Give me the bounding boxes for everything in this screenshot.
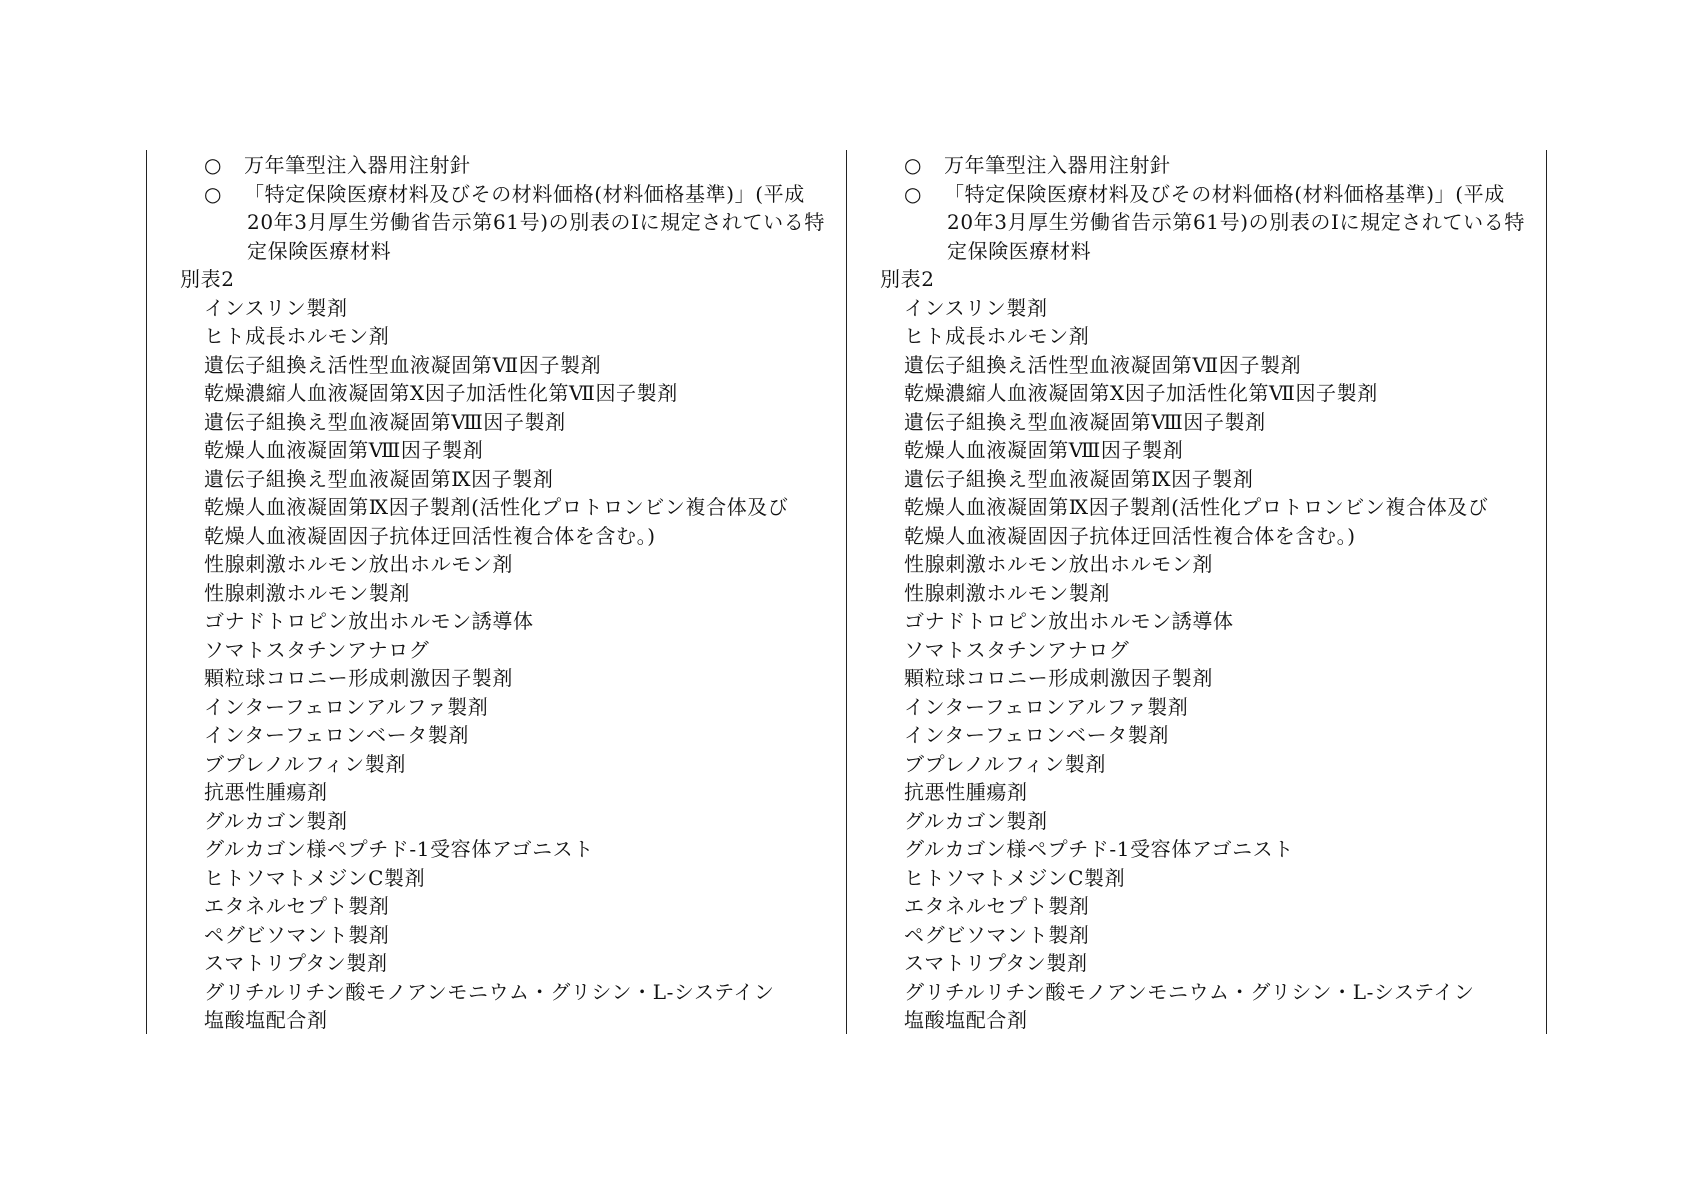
circle-item-text: 「特定保険医療材料及びその材料価格(材料価格基準)」(平成 bbox=[944, 181, 1505, 206]
list-item: 遺伝子組換え型血液凝固第Ⅷ因子製剤 bbox=[204, 409, 566, 434]
list-item: ブプレノルフィン製剤 bbox=[904, 751, 1106, 776]
list-item: 性腺刺激ホルモン製剤 bbox=[904, 580, 1110, 605]
list-item: 乾燥人血液凝固因子抗体迂回活性複合体を含む。) bbox=[204, 523, 656, 548]
list-item: グルカゴン様ペプチド-1受容体アゴニスト bbox=[204, 837, 594, 861]
circle-item-continuation: 20年3月厚生労働省告示第61号)の別表のⅠに規定されている特 bbox=[247, 210, 825, 234]
list-item: 乾燥人血液凝固因子抗体迂回活性複合体を含む。) bbox=[904, 523, 1356, 548]
list-item: 遺伝子組換え型血液凝固第Ⅸ因子製剤 bbox=[904, 466, 1254, 491]
list-item: グルカゴン製剤 bbox=[904, 808, 1048, 833]
list-item: 乾燥人血液凝固第Ⅸ因子製剤(活性化プロトロンビン複合体及び bbox=[204, 495, 789, 519]
list-item: 抗悪性腫瘍剤 bbox=[904, 780, 1028, 804]
list-item: ヒトソマトメジンC製剤 bbox=[904, 865, 1126, 890]
list-item: 乾燥人血液凝固第Ⅸ因子製剤(活性化プロトロンビン複合体及び bbox=[904, 495, 1489, 519]
list-item: ヒト成長ホルモン剤 bbox=[904, 324, 1090, 348]
list-item: 遺伝子組換え活性型血液凝固第Ⅶ因子製剤 bbox=[204, 352, 602, 377]
drug-list bbox=[880, 294, 1570, 1035]
list-item: 乾燥濃縮人血液凝固第Ⅹ因子加活性化第Ⅶ因子製剤 bbox=[904, 381, 1378, 405]
list-item: ゴナドトロピン放出ホルモン誘導体 bbox=[904, 609, 1234, 633]
list-item: 塩酸塩配合剤 bbox=[204, 1008, 328, 1032]
list-item: ペグビソマント製剤 bbox=[904, 922, 1090, 947]
circle-bullet: ○ bbox=[904, 153, 923, 177]
list-item: インターフェロンベータ製剤 bbox=[204, 723, 469, 747]
list-item: インスリン製剤 bbox=[204, 295, 348, 320]
list-item: インターフェロンアルファ製剤 bbox=[904, 694, 1189, 719]
circle-bullet: ○ bbox=[204, 181, 223, 206]
list-item: スマトリプタン製剤 bbox=[904, 951, 1088, 975]
list-item: ヒト成長ホルモン剤 bbox=[204, 324, 390, 348]
circle-item bbox=[880, 180, 1570, 209]
circle-item-text: 万年筆型注入器用注射針 bbox=[944, 153, 1171, 177]
list-item: 性腺刺激ホルモン製剤 bbox=[204, 580, 410, 605]
circle-item-text: 万年筆型注入器用注射針 bbox=[244, 153, 471, 177]
list-item: 塩酸塩配合剤 bbox=[904, 1008, 1028, 1032]
list-item: グリチルリチン酸モノアンモニウム・グリシン・L-システイン bbox=[904, 979, 1475, 1004]
list-item: ゴナドトロピン放出ホルモン誘導体 bbox=[204, 609, 534, 633]
list-item: エタネルセプト製剤 bbox=[204, 894, 390, 918]
list-item: ブプレノルフィン製剤 bbox=[204, 751, 406, 776]
circle-item bbox=[180, 180, 870, 209]
list-item: 遺伝子組換え型血液凝固第Ⅸ因子製剤 bbox=[204, 466, 554, 491]
list-item: ソマトスタチンアナログ bbox=[204, 637, 430, 662]
list-item: グルカゴン様ペプチド-1受容体アゴニスト bbox=[904, 837, 1294, 861]
list-item: 性腺刺激ホルモン放出ホルモン剤 bbox=[904, 552, 1213, 576]
list-item: インターフェロンアルファ製剤 bbox=[204, 694, 489, 719]
circle-item-continuation: 20年3月厚生労働省告示第61号)の別表のⅠに規定されている特 bbox=[947, 210, 1525, 234]
circle-item bbox=[880, 151, 1570, 180]
drug-list bbox=[180, 294, 870, 1035]
list-item: グルカゴン製剤 bbox=[204, 808, 348, 833]
list-item: スマトリプタン製剤 bbox=[204, 951, 388, 975]
list-item: 遺伝子組換え活性型血液凝固第Ⅶ因子製剤 bbox=[904, 352, 1302, 377]
section-heading: 別表2 bbox=[180, 267, 235, 291]
list-item: インスリン製剤 bbox=[904, 295, 1048, 320]
list-item: 性腺刺激ホルモン放出ホルモン剤 bbox=[204, 552, 513, 576]
section-heading: 別表2 bbox=[880, 267, 935, 291]
list-item: ヒトソマトメジンC製剤 bbox=[204, 865, 426, 890]
list-item: エタネルセプト製剤 bbox=[904, 894, 1090, 918]
list-item: ソマトスタチンアナログ bbox=[904, 637, 1130, 662]
list-item: インターフェロンベータ製剤 bbox=[904, 723, 1169, 747]
list-item: 顆粒球コロニー形成刺激因子製剤 bbox=[204, 666, 513, 690]
list-item: 乾燥人血液凝固第Ⅷ因子製剤 bbox=[204, 438, 484, 462]
circle-item-continuation: 定保険医療材料 bbox=[947, 238, 1092, 263]
circle-item-text: 「特定保険医療材料及びその材料価格(材料価格基準)」(平成 bbox=[244, 181, 805, 206]
circle-item bbox=[180, 151, 870, 180]
circle-item-continuation: 定保険医療材料 bbox=[247, 238, 392, 263]
list-item: 遺伝子組換え型血液凝固第Ⅷ因子製剤 bbox=[904, 409, 1266, 434]
table-left-border bbox=[146, 150, 147, 1034]
list-item: 乾燥人血液凝固第Ⅷ因子製剤 bbox=[904, 438, 1184, 462]
list-item: 顆粒球コロニー形成刺激因子製剤 bbox=[904, 666, 1213, 690]
list-item: 乾燥濃縮人血液凝固第Ⅹ因子加活性化第Ⅶ因子製剤 bbox=[204, 381, 678, 405]
list-item: グリチルリチン酸モノアンモニウム・グリシン・L-システイン bbox=[204, 979, 775, 1004]
list-item: ペグビソマント製剤 bbox=[204, 922, 390, 947]
left-column bbox=[180, 151, 870, 1035]
right-column bbox=[880, 151, 1570, 1035]
circle-bullet: ○ bbox=[904, 181, 923, 206]
list-item: 抗悪性腫瘍剤 bbox=[204, 780, 328, 804]
circle-bullet: ○ bbox=[204, 153, 223, 177]
